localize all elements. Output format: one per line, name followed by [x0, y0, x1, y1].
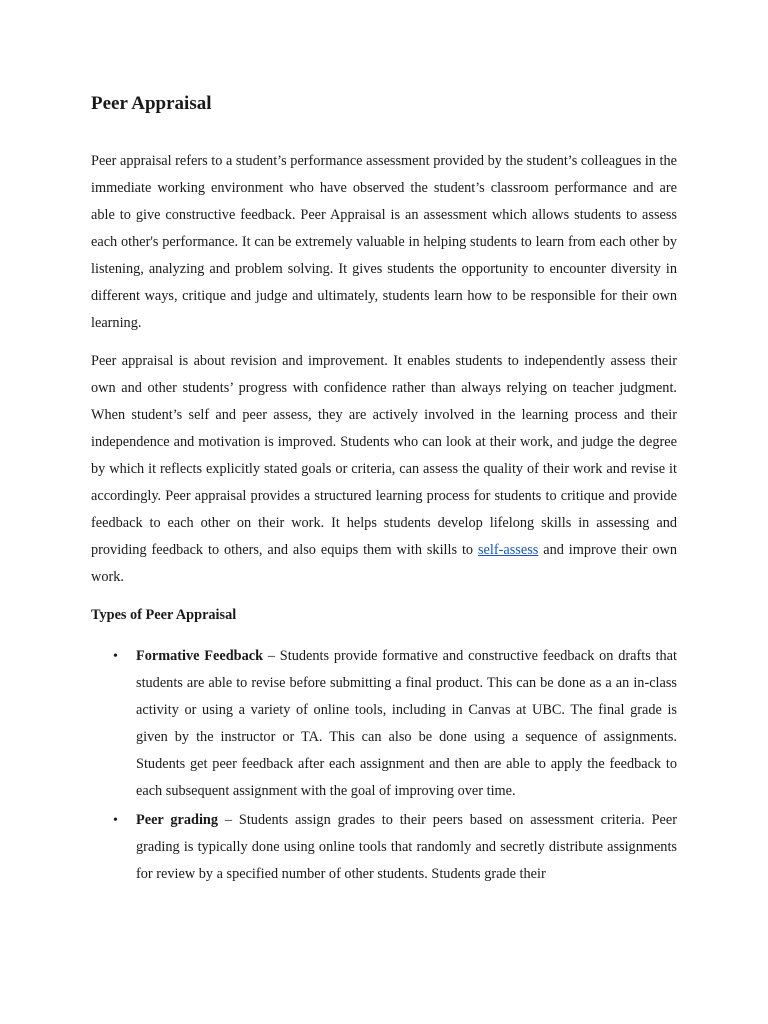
list-item-term: Peer grading — [136, 812, 219, 828]
bullet-icon: • — [113, 813, 118, 828]
list-item-term: Formative Feedback — [136, 648, 264, 664]
types-list — [91, 643, 677, 888]
document-page — [91, 90, 677, 890]
self-assess-link[interactable]: self-assess — [477, 542, 539, 558]
revision-paragraph-tail: and improve their own work. — [91, 542, 678, 585]
revision-paragraph-text: Peer appraisal is about revision and improvement. It enables students to independently assess their own and other students’ progress with confidence rather than always relying on teacher judgment. When student’s self and peer assess, they are actively involved in the learning process and their independence and motivation is improved. Students who can look at their work, and judge the degree by which it reflects explicitly stated goals or criteria, can assess the quality of their work and revise it accordingly. Peer appraisal provides a structured learning process for students to critique and provide feedback to each other on their work. It helps students develop lifelong skills in assessing and providing feedback to others, and also equips them with skills to — [91, 353, 677, 558]
page-title: Peer Appraisal — [91, 93, 212, 114]
list-item-text: – Students assign grades to their peers based on assessment criteria. Peer grading is typically done using online tools that randomly and secretly distribute assignments for review by a specified number of other students. Students grade their — [136, 812, 677, 882]
bullet-icon: • — [113, 649, 118, 664]
types-heading: Types of Peer Appraisal — [91, 607, 237, 623]
revision-paragraph — [91, 348, 677, 591]
intro-paragraph: Peer appraisal refers to a student’s performance assessment provided by the student’s colleagues in the immediate working environment who have observed the student’s classroom performance and are able to give constructive feedback. Peer Appraisal is an assessment which allows students to assess each other's performance. It can be extremely valuable in helping students to learn from each other by listening, analyzing and problem solving. It gives students the opportunity to encounter diversity in different ways, critique and judge and ultimately, students learn how to be responsible for their own learning. — [91, 153, 677, 331]
list-item-peer-grading — [91, 807, 677, 888]
list-item-text: – Students provide formative and constructive feedback on drafts that students are able to revise before submitting a final product. This can be done as a an in-class activity or using a variety of online tools, including in Canvas at UBC. The final grade is given by the instructor or TA. This can also be done using a sequence of assignments. Students get peer feedback after each assignment and then are able to apply the feedback to each subsequent assignment with the goal of improving over time. — [136, 648, 678, 799]
list-item-formative-feedback — [91, 643, 677, 805]
